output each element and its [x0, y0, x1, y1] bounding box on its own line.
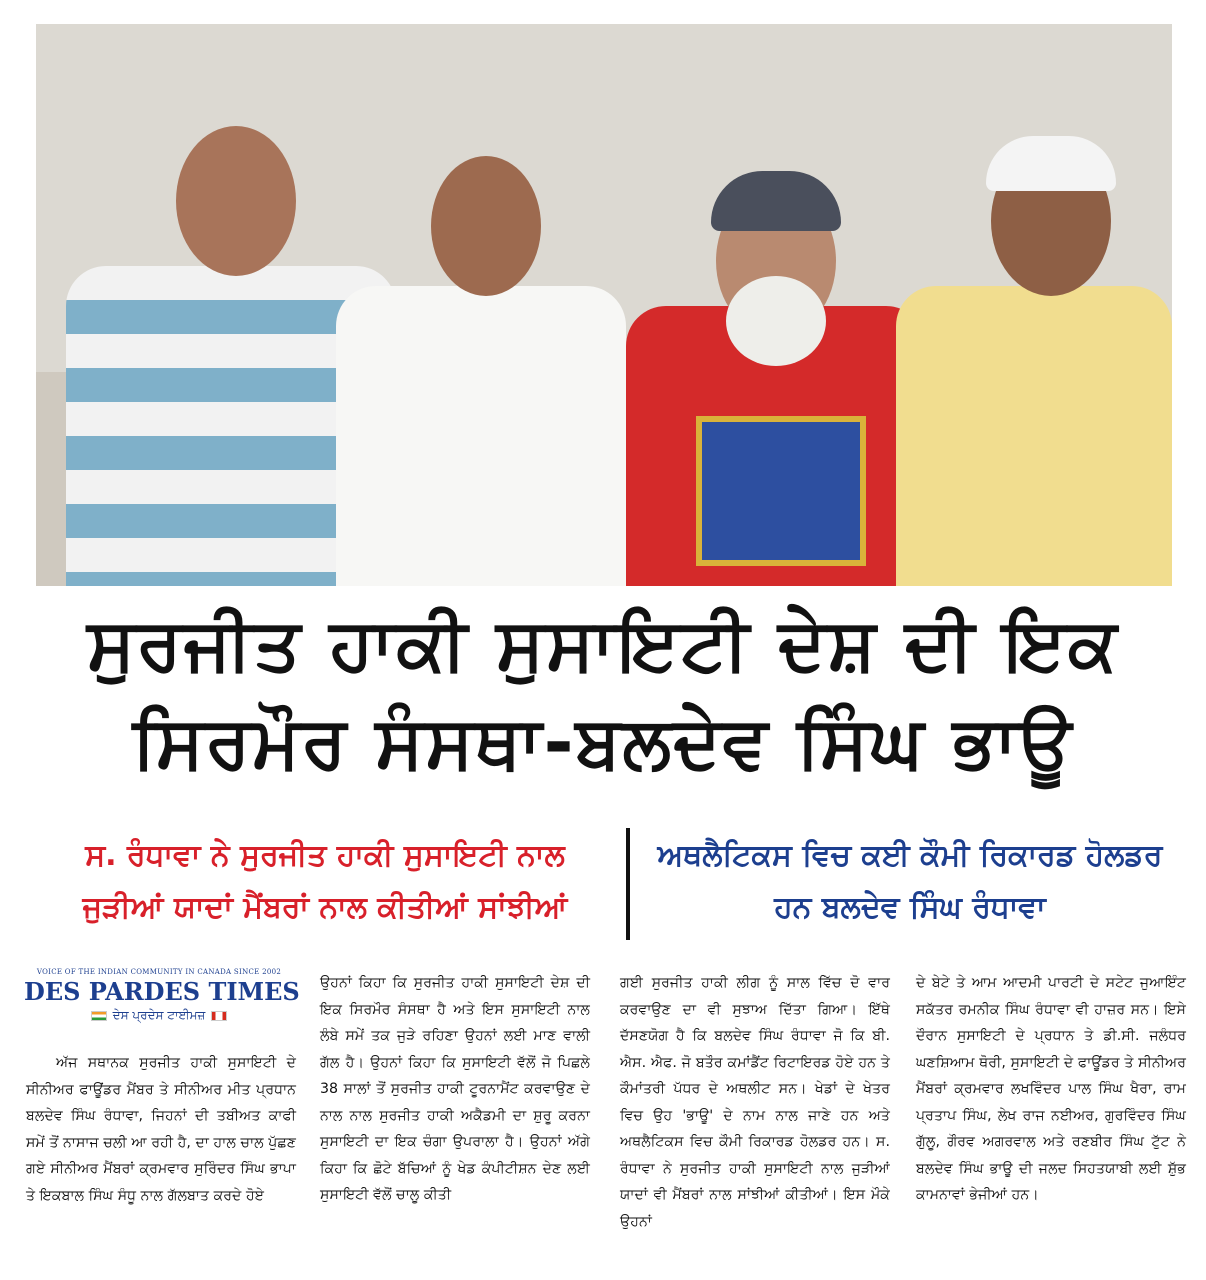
publication-logo	[24, 968, 300, 1040]
headline-line-1: ਸੁਰਜੀਤ ਹਾਕੀ ਸੁਸਾਇਟੀ ਦੇਸ਼ ਦੀ ਇਕ	[87, 602, 1119, 686]
person-white-shirt	[336, 136, 626, 586]
person-yellow-shirt	[896, 126, 1172, 586]
india-flag-icon	[91, 1011, 107, 1021]
gift-package	[696, 416, 866, 566]
article-column-3: ਗਈ ਸੁਰਜੀਤ ਹਾਕੀ ਲੀਗ ਨੂੰ ਸਾਲ ਵਿੱਚ ਦੋ ਵਾਰ ਕਰਵਾਉਣ ਦਾ ਵੀ ਸੁਝਾਅ ਦਿੱਤਾ ਗਿਆ। ਇੱਥੇ ਦੱਸਣਯੋਗ ਹੈ ਕਿ ਬਲਦੇਵ ਸਿੰਘ ਰੰਧਾਵਾ ਜੋ ਕਿ ਬੀ. ਐਸ. ਐਫ. ਜੋ ਬਤੌਰ ਕਮਾਂਡੈਂਟ ਰਿਟਾਇਰਡ ਹੋਏ ਹਨ ਤੇ ਕੌਮਾਂਤਰੀ ਪੱਧਰ ਦੇ ਅਥਲੀਟ ਸਨ। ਖੇਡਾਂ ਦੇ ਖੇਤਰ ਵਿਚ ਉਹ 'ਭਾਊ' ਦੇ ਨਾਮ ਨਾਲ ਜਾਣੇ ਹਨ ਅਤੇ ਅਥਲੈਟਿਕਸ ਵਿਚ ਕੌਮੀ ਰਿਕਾਰਡ ਹੋਲਡਰ ਹਨ। ਸ. ਰੰਧਾਵਾ ਨੇ ਸੁਰਜੀਤ ਹਾਕੀ ਸੁਸਾਇਟੀ ਨਾਲ ਜੁੜੀਆਂ ਯਾਦਾਂ ਵੀ ਮੈਂਬਰਾਂ ਨਾਲ ਸਾਂਝੀਆਂ ਕੀਤੀਆਂ। ਇਸ ਮੌਕੇ ਉਹਨਾਂ	[620, 975, 890, 1230]
article-column-1: ਅੱਜ ਸਥਾਨਕ ਸੁਰਜੀਤ ਹਾਕੀ ਸੁਸਾਇਟੀ ਦੇ ਸੀਨੀਅਰ ਫਾਊਂਡਰ ਮੈਂਬਰ ਤੇ ਸੀਨੀਅਰ ਮੀਤ ਪ੍ਰਧਾਨ ਬਲਦੇਵ ਸਿੰਘ ਰੰਧਾਵਾ, ਜਿਹਨਾਂ ਦੀ ਤਬੀਅਤ ਕਾਫੀ ਸਮੇਂ ਤੋਂ ਨਾਸਾਜ ਚਲੀ ਆ ਰਹੀ ਹੈ, ਦਾ ਹਾਲ ਚਾਲ ਪੁੱਛਣ ਗਏ ਸੀਨੀਅਰ ਮੈਂਬਰਾਂ ਕ੍ਰਮਵਾਰ ਸੁਰਿੰਦਰ ਸਿੰਘ ਭਾਪਾ ਤੇ ਇਕਬਾਲ ਸਿੰਘ ਸੰਧੂ ਨਾਲ ਗੱਲਬਾਤ ਕਰਦੇ ਹੋਏ	[26, 1055, 296, 1204]
article-column-2: ਉਹਨਾਂ ਕਿਹਾ ਕਿ ਸੁਰਜੀਤ ਹਾਕੀ ਸੁਸਾਇਟੀ ਦੇਸ਼ ਦੀ ਇਕ ਸਿਰਮੌਰ ਸੰਸਥਾ ਹੈ ਅਤੇ ਇਸ ਸੁਸਾਇਟੀ ਨਾਲ ਲੰਬੇ ਸਮੇਂ ਤਕ ਜੁੜੇ ਰਹਿਣਾ ਉਹਨਾਂ ਲਈ ਮਾਣ ਵਾਲੀ ਗੱਲ ਹੈ। ਉਹਨਾਂ ਕਿਹਾ ਕਿ ਸੁਸਾਇਟੀ ਵੱਲੋਂ ਜੋ ਪਿਛਲੇ 38 ਸਾਲਾਂ ਤੋਂ ਸੁਰਜੀਤ ਹਾਕੀ ਟੂਰਨਾਮੈਂਟ ਕਰਵਾਉਣ ਦੇ ਨਾਲ ਨਾਲ ਸੁਰਜੀਤ ਹਾਕੀ ਅਕੈਡਮੀ ਦਾ ਸ਼ੁਰੂ ਕਰਨਾ ਸੁਸਾਇਟੀ ਦਾ ਇਕ ਚੰਗਾ ਉਪਰਾਲਾ ਹੈ। ਉਹਨਾਂ ਅੱਗੇ ਕਿਹਾ ਕਿ ਛੋਟੇ ਬੱਚਿਆਂ ਨੂੰ ਖੇਡ ਕੰਪੀਟੀਸ਼ਨ ਦੇਣ ਲਈ ਸੁਸਾਇਟੀ ਵੱਲੋਂ ਚਾਲੂ ਕੀਤੀ	[320, 975, 590, 1203]
subhead-divider	[626, 828, 630, 940]
subhead-right: ਅਥਲੈਟਿਕਸ ਵਿਚ ਕਈ ਕੌਮੀ ਰਿਕਾਰਡ ਹੋਲਡਰ ਹਨ ਬਲਦੇਵ ਸਿੰਘ ਰੰਧਾਵਾ	[657, 838, 1163, 925]
subhead-left: ਸ. ਰੰਧਾਵਾ ਨੇ ਸੁਰਜੀਤ ਹਾਕੀ ਸੁਸਾਇਟੀ ਨਾਲ ਜੁੜੀਆਂ ਯਾਦਾਂ ਮੈਂਬਰਾਂ ਨਾਲ ਕੀਤੀਆਂ ਸਾਂਝੀਆਂ	[82, 838, 568, 925]
group-photo	[36, 24, 1172, 586]
headline-line-2: ਸਿਰਮੌਰ ਸੰਸਥਾ-ਬਲਦੇਵ ਸਿੰਘ ਭਾਊ	[132, 700, 1074, 784]
logo-tagline: VOICE OF THE INDIAN COMMUNITY IN CANADA SINCE 2002	[36, 968, 282, 976]
article-column-4: ਦੇ ਬੇਟੇ ਤੇ ਆਮ ਆਦਮੀ ਪਾਰਟੀ ਦੇ ਸਟੇਟ ਜੁਆਇੰਟ ਸਕੱਤਰ ਰਮਨੀਕ ਸਿੰਘ ਰੰਧਾਵਾ ਵੀ ਹਾਜ਼ਰ ਸਨ। ਇਸੇ ਦੌਰਾਨ ਸੁਸਾਇਟੀ ਦੇ ਪ੍ਰਧਾਨ ਤੇ ਡੀ.ਸੀ. ਜਲੰਧਰ ਘਣਸ਼ਿਆਮ ਥੋਰੀ, ਸੁਸਾਇਟੀ ਦੇ ਫਾਊਂਡਰ ਤੇ ਸੀਨੀਅਰ ਮੈਂਬਰਾਂ ਕ੍ਰਮਵਾਰ ਲਖਵਿੰਦਰ ਪਾਲ ਸਿੰਘ ਖੈਰਾ, ਰਾਮ ਪ੍ਰਤਾਪ ਸਿੰਘ, ਲੇਖ ਰਾਜ ਨਈਅਰ, ਗੁਰਵਿੰਦਰ ਸਿੰਘ ਗੁੱਲੂ, ਗੌਰਵ ਅਗਰਵਾਲ ਅਤੇ ਰਣਬੀਰ ਸਿੰਘ ਟੁੱਟ ਨੇ ਬਲਦੇਵ ਸਿੰਘ ਭਾਊ ਦੀ ਜਲਦ ਸਿਹਤਯਾਬੀ ਲਈ ਸ਼ੁੱਭ ਕਾਮਨਾਵਾਂ ਭੇਜੀਆਂ ਹਨ।	[916, 975, 1186, 1203]
canada-flag-icon	[211, 1011, 227, 1021]
logo-name: DES PARDES TIMES	[24, 977, 300, 1006]
person-red-shirt	[626, 146, 926, 586]
logo-punjabi-name: ਦੇਸ ਪ੍ਰਦੇਸ ਟਾਈਮਜ਼	[112, 1008, 206, 1022]
